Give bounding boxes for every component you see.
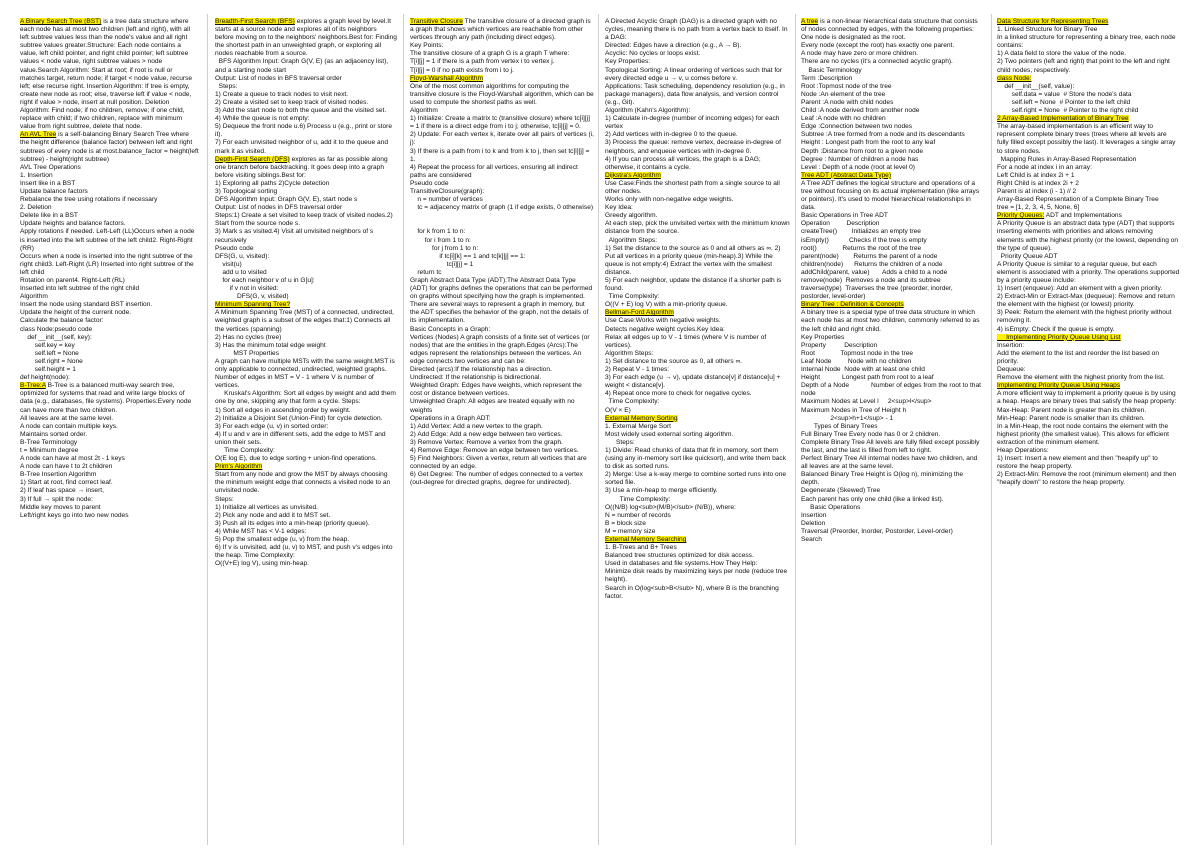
section-text: 1. External Merge Sort Most widely used external sorting algorithm. Steps: 1) Divide: Read chunks of data that fit in memory, sort them (using any in-memory sort like quicksort), and write them back to disk as sorted runs. 2) Merge: Use a k-way merge to combine sorted runs into one sorted file. 3) Use a min-heap to merge efficiently. Time Complexity: O((N/B) log<sub>(M/B)</sub> (N/B)), where: N = number of records B = block size M = memory size	[605, 422, 787, 535]
section-text: def __init__(self, value): self.data = value # Store the node's data self.left = None # Pointer to the left child self.right = None # Pointer to the right child	[1004, 82, 1139, 115]
section-heading: Bellman-Ford Algorithm	[605, 309, 674, 317]
section-prims	[215, 463, 397, 568]
section-text: Use Case:Works with negative weights. Detects negative weight cycles.Key Idea: Relax all edges up to V - 1 times (where V is number of vertices). Algorithm Steps: 1) Set distance to the source as 0, all others ∞. 2) Repeat V - 1 times: 3) For each edge (u → v), update distance[v] if distance[u] + weight < distance[v]. 4) Repeat once more to check for negative cycles. Time Complexity: O(V × E)	[605, 317, 781, 414]
section-tree-representation	[997, 18, 1180, 75]
section-external-searching	[605, 536, 790, 601]
column-closure-floyd-graph-adt	[410, 18, 594, 843]
column-bst-avl-btree	[20, 18, 199, 843]
section-transitive-closure	[410, 18, 594, 75]
section-text: ADT and Implementations A Priority Queue is an abstract data type (ADT) that supports inserting elements with priorities and allows removing elements with the highest priority (or the lowest, depending on the type of queue). Priority Queue ADT A Priority Queue is similar to a regular queue, but each element is associated with a priority. The operations supported by a priority queue include: 1) Insert (enqueue): Add an element with a given priority. 2) Extract-Min or Extract-Max (dequeue): Remove and return the element with the highest (or lowest) priority. 3) Peek: Return the element with the highest priority without removing it. 4) isEmpty: Check if the queue is empty.	[997, 212, 1180, 333]
section-array-binary-tree	[997, 115, 1180, 212]
section-heading: Implementing Priority Queue Using List	[997, 333, 1121, 341]
section-external-sorting	[605, 415, 790, 536]
column-divider	[598, 14, 599, 845]
section-text: explores as far as possible along one branch before backtracking. It goes deep into a graph before visiting siblings.Best for: 1) Exploring all paths 2)Cycle detection 3) Topological sorting DFS Algorithm Input: Graph G(V, E), start node s Output: List of nodes in DFS traversal order Steps:1) Create a set visited to keep track of visited nodes.2) Start from the source node s. 3) Mark s as visited.4) Visit all unvisited neighbors of s recursively Pseudo code DFS(G, u, visited): visit(u) add u to visited for each neighbor v of u in G[u]: if v not in visited: DFS(G, v, visited)	[215, 155, 393, 301]
section-tree	[801, 18, 981, 172]
section-heading: 2 Array-Based Implementation of Binary Tree	[997, 115, 1129, 123]
section-avl-tree	[20, 131, 199, 382]
section-text: Use Case:Finds the shortest path from a single source to all other nodes. Works only with non-negative edge weights. Key Idea: Greedy algorithm. At each step, pick the unvisited vertex with the minimum known distance from the source. Algorithm Steps: 1) Set the distance to the source as 0 and all others as ∞. 2) Put all vertices in a priority queue (min-heap).3) While the queue is not empty:4) Extract the vertex with the smallest distance. 5) For each neighbor, update the distance if a shorter path is found. Time Complexity: O((V + E) log V) with a min-priority queue.	[605, 179, 790, 309]
column-divider	[207, 14, 208, 845]
section-heading: External Memory Sorting	[605, 414, 678, 422]
section-text: The transitive closure of a directed graph is a graph that shows which vertices are reachable from other vertices through any path (including direct edges). Key Points: The transitive closure of a graph G is a graph T where: T[i][j] = 1 if there is a path from vertex i to vertex j. T[i][j] = 0 if no path exists from i to j.	[410, 18, 591, 74]
section-dfs	[215, 156, 397, 302]
section-heading: External Memory Searching	[605, 536, 687, 543]
section-node-class	[997, 75, 1180, 115]
section-text: Insertion: Add the element to the list and reorder the list based on priority. Dequeue: Remove the element with the highest priority from the list.	[997, 341, 1165, 382]
section-text: 1. Linked Structure for Binary Tree In a linked structure for representing a binary tree, each node contains: 1) A data field to store the value of the node. 2) Two pointers (left and right) that point to the left and right child nodes, respectively.	[997, 26, 1176, 74]
section-floyd-warshall	[410, 75, 594, 488]
section-heading: Dijkstra's Algorithm	[605, 171, 661, 179]
section-heading: Priority Queues:	[997, 212, 1045, 220]
section-heading: class Node:	[997, 74, 1032, 82]
column-tree-representation-priority-queues	[997, 18, 1180, 843]
section-b-tree	[20, 382, 199, 520]
section-heading: Floyd-Warshall Algorithm	[410, 74, 484, 82]
section-text: The array-based implementation is an efficient way to represent complete binary trees (trees where all levels are fully filled except possibly the last). It leverages a single array to store nodes. Mapping Rules in Array-Based Representation For a node at index i in an array: Left Child is at index 2i + 1 Right Child is at index 2i + 2 Parent is at index (i - 1) // 2 Array-Based Representation of a Complete Binary Tree tree = [1, 2, 3, 4, 5, None, 6]	[997, 123, 1176, 212]
section-tree-adt	[801, 172, 981, 302]
section-bellman-ford	[605, 309, 790, 414]
section-heading: Binary Tree : Definition & Concepts	[801, 301, 904, 309]
section-heading: Data Structure for Representing Trees	[997, 18, 1109, 25]
section-text: A Tree ADT defines the logical structure and operations of a tree without focusing on its actual implementation (like arrays or pointers). It's used to model hierarchical relationships in data. Basic Operations in Tree ADT Operation Description createTree() Initializes an empty tree isEmpty() Checks if the tree is empty root() Returns the root of the tree parent(node) Returns the parent of a node children(node) Returns the children of a node addChild(parent, value) Adds a child to a node remove(node) Removes a node and its subtree traverse(type) Traverses the tree (preorder, inorder, postorder, level-order)	[801, 179, 980, 301]
column-trees	[801, 18, 981, 843]
section-dijkstra	[605, 172, 790, 310]
column-dag-shortest-paths-external	[605, 18, 790, 843]
section-text: 1. B-Trees and B+ Trees Balanced tree structures optimized for disk access. Used in databases and file systems.How They Help: Minimize disk reads by maximizing keys per node (reduce tree height). Search in O(log<sub>B</sub> N), where B is the branching factor.	[605, 544, 788, 600]
section-heading: A Binary Search Tree (BST)	[20, 18, 102, 25]
section-heading: Transitive Closure	[410, 18, 463, 25]
section-mst	[215, 301, 397, 463]
section-heading: Minimum Spanning Tree?	[215, 301, 291, 309]
section-text: A Minimum Spanning Tree (MST) of a connected, undirected, weighted graph is a subset of the edges that:1) Connects all the vertices (spanning) 2) Has no cycles (tree) 3) Has the minimum total edge weight MST Properties A graph can have multiple MSTs with the same weight.MST is only applicable to connected, undirected, weighted graphs. Number of edges in MST = V - 1 where V is number of vertices. Kruskal's Algorithm: Sort all edges by weight and add them one by one, skipping any that form a cycle. Steps: 1) Sort all edges in ascending order by weight. 2) Initialize a Disjoint Set (Union-Find) for cycle detection. 3) For each edge (u, v) in sorted order: 4) If u and v are in different sets, add the edge to MST and union their sets. Time Complexity: O(E log E), due to edge sorting + union-find operations.	[215, 309, 396, 463]
section-heading: Implementing Priority Queue Using Heaps	[997, 382, 1121, 390]
section-heading: Depth-First Search (DFS)	[215, 155, 290, 163]
section-heading: Prim's Algorithm	[215, 463, 263, 471]
section-text: Start from any node and grow the MST by always choosing the minimum weight edge that connects a visited node to an unvisited node. Steps: 1) Initialize all vertices as unvisited. 2) Pick any node and add it to MST set. 3) Push all its edges into a min-heap (priority queue). 4) While MST has < V-1 edges: 5) Pop the smallest edge (u, v) from the heap. 6) If v is unvisited, add (u, v) to MST, and push v's edges into the heap. Time Complexity: O((V+E) log V), using min-heap.	[215, 471, 393, 568]
column-bfs-dfs-mst	[215, 18, 397, 843]
column-divider	[795, 14, 796, 845]
column-divider	[403, 14, 404, 845]
section-bfs	[215, 18, 397, 156]
section-priority-queues	[997, 212, 1180, 333]
section-heading: A tree	[801, 18, 819, 25]
section-dag	[605, 18, 790, 172]
section-heading: Breadth-First Search (BFS)	[215, 18, 295, 25]
section-heading: Tree ADT (Abstract Data Type)	[801, 171, 892, 179]
column-divider	[991, 14, 992, 845]
section-bst	[20, 18, 199, 131]
section-pq-list	[997, 334, 1180, 383]
section-text: is a self-balancing Binary Search Tree where the height difference (balance factor) between left and right subtrees of every node is at most.balance_factor = height(left subtree) - height(right subtree) AVL Tree Operations 1. Insertion Insert like in a BST Update balance factors Rebalance the tree using rotations if necessary 2. Deletion Delete like in a BST Update heights and balance factors. Apply rotations if needed. Left-Left (LL)Occurs when a node is inserted into the left subtree of the left child2. Right-Right (RR) Occurs when a node is inserted into the right subtree of the right child3. Left-Right (LR) Inserted into right subtree of the left child Rotation on parent4. Right-Left (RL) Inserted into left subtree of the right child Algorithm Insert the node using standard BST insertion. Update the height of the current node. Calculate the balance factor: class Node:pseudo code def __init__(self, key): self.key = key self.left = None self.right = None self.height = 1 def height(node):	[20, 131, 199, 382]
section-heading: B-Tree:A	[20, 382, 46, 390]
section-text: A binary tree is a special type of tree data structure in which each node has at most two children, commonly referred to as the left child and right child. Key Properties Property Description Root Topmost node in the tree Leaf Node Node with no children Internal Node Node with at least one child Height Longest path from root to a leaf Depth of a Node Number of edges from the root to that node Maximum Nodes at Level l 2<sup>l</sup> Maximum Nodes in Tree of Height h 2<sup>h+1</sup> - 1 Types of Binary Trees Full Binary Tree Every node has 0 or 2 children. Complete Binary Tree All levels are fully filled except possibly the last, and the last is filled from left to right. Perfect Binary Tree All internal nodes have two children, and all leaves are at the same level. Balanced Binary Tree Height is O(log n), minimizing the depth. Degenerate (Skewed) Tree Each parent has only one child (like a linked list). Basic Operations Insertion Deletion Traversal (Preorder, Inorder, Postorder, Level-order) Search	[801, 309, 981, 543]
section-pq-heaps	[997, 382, 1180, 487]
section-text: explores a graph level by level.It starts at a source node and explores all of its neighbors before moving on to the neighbors' neighbors.Best for: Finding the shortest path in an unweighted graph, or exploring all nodes reachable from a source. BFS Algorithm Input: Graph G(V, E) (as an adjacency list), and a starting node start Output: List of nodes in BFS traversal order Steps: 1) Create a queue to track nodes to visit next. 2) Create a visited set to keep track of visited nodes. 3) Add the start node to both the queue and the visited set. 4) While the queue is not empty: 5) Dequeue the front node u.6) Process u (e.g., print or store it). 7) For each unvisited neighbor of u, add it to the queue and mark it as visited.	[215, 18, 397, 155]
section-text: B-Tree is a balanced multi-way search tree, optimized for systems that read and write large blocks of data (e.g., databases, file systems). Properties:Every node can have more than two children. All leaves are at the same level. A node can contain multiple keys. Maintains sorted order. B-Tree Terminology t = Minimum degree A node can have at most 2t - 1 keys A node can have t to 2t children B-Tree Insertion Algorithm 1) Start at root, find correct leaf. 2) If leaf has space → insert, 3) If full → split the node: Middle key moves to parent Left/right keys go into two new nodes	[20, 382, 192, 519]
section-text: One of the most common algorithms for computing the transitive closure is the Floyd-Warshall algorithm, which can be used to compute the shortest paths as well. Algorithm 1) Initialize: Create a matrix tc (transitive closure) where tc[i][j] = 1 if there is a direct edge from i to j; otherwise, tc[i][j] = 0. 2) Update: For each vertex k, iterate over all pairs of vertices (i, j): 3) If there is a path from i to k and from k to j, then set tc[i][j] = 1. 4) Repeat the process for all vertices, ensuring all indirect paths are considered Pseudo code TransitiveClosure(graph): n = number of vertices tc = adjacency matrix of graph (1 if edge exists, 0 otherwise) for k from 1 to n: for i from 1 to n: for j from 1 to n: if tc[i][k] == 1 and tc[k][j] == 1: tc[i][j] = 1 return tc Graph Abstract Data Type (ADT):The Abstract Data Type (ADT) for graphs defines the operations that can be performed on graphs without specifying how the graph is implemented. There are several ways to represent a graph in memory, but the ADT specifies the behavior of the graph, not the details of its implementation. Basic Concepts in a Graph: Vertices (Nodes) A graph consists of a finite set of vertices (or nodes) that are the entities in the graph.Edges (Arcs):The edges represent the relationships between the vertices. An edge connects two vertices and can be: Directed (arcs):If the relationship has a direction. Undirected: If the relationship is bidirectional. Weighted Graph: Edges have weights, which represent the cost or distance between vertices. Unweighted Graph: All edges are treated equally with no weights Operations in a Graph ADT: 1) Add Vertex: Add a new vertex to the graph. 2) Add Edge: Add a new edge between two vertices. 3) Remove Vertex: Remove a vertex from the graph. 4) Remove Edge: Remove an edge between two vertices. 5) Find Neighbors: Given a vertex, return all vertices that are connected by an edge. 6) Get Degree: The number of edges connected to a vertex (out-degree for directed graphs, degree for undirected).	[410, 82, 594, 487]
section-text: is a non-linear hierarchical data structure that consists of nodes connected by edges, with the following properties: One node is designated as the root. Every node (except the root) has exactly one parent. A node may have zero or more children. There are no cycles (it's a connected acyclic graph). Basic Terminology Term :Description Root :Topmost node of the tree Node :An element of the tree Parent :A node with child nodes Child :A node derived from another node Leaf :A node with no children Edge :Connection between two nodes Subtree :A tree formed from a node and its descendants Height : Longest path from the root to any leaf Depth :Distance from root to a given node Degree : Number of children a node has Level : Depth of a node (root at level 0)	[801, 18, 978, 171]
section-binary-tree	[801, 301, 981, 544]
section-text: A Directed Acyclic Graph (DAG) is a directed graph with no cycles, meaning there is no path from a vertex back to itself. In a DAG: Directed: Edges have a direction (e.g., A → B). Acyclic: No cycles or loops exist. Key Properties: Topological Sorting: A linear ordering of vertices such that for every directed edge u → v, u comes before v. Applications: Task scheduling, dependency resolution (e.g., in package managers), data flow analysis, and version control (e.g., Git). Algorithm (Kahn's Algorithm): 1) Calculate in-degree (number of incoming edges) for each vertex 2) Add vertices with in-degree 0 to the queue. 3) Process the queue: remove vertex, decrease in-degree of neighbors, and enqueue vertices with in-degree 0. 4) If you can process all vertices, the graph is a DAG; otherwise, it contains a cycle.	[605, 18, 788, 171]
section-text: A more efficient way to implement a priority queue is by using a heap. Heaps are binary trees that satisfy the heap property: Max-Heap: Parent node is greater than its children. Min-Heap: Parent node is smaller than its children. In a Min-Heap, the root node contains the element with the highest priority (the smallest value). This allows for efficient extraction of the minimum element. Heap Operations: 1) Insert: Insert a new element and then "heapify up" to restore the heap property. 2) Extract-Min: Remove the root (minimum element) and then "heapify down" to restore the heap property.	[997, 390, 1177, 487]
section-text: is a tree data structure where each node has at most two children (left and right), with all left subtree values less than the node's value and all right subtree values greater.Structure: Each node contains a value, left child pointer, and right child pointer; left subtree values < node value, right subtree values > node value.Search Algorithm: Start at root; if root is null or matches target, return node; if target < node value, recurse left; else recurse right. Insertion Algorithm: If tree is empty, create new node as root; else, traverse left if value < node, right if value > node, insert at null position. Deletion Algorithm: Find node; if no children, remove; if one child, replace with child; if two children, replace with minimum value from right subtree, delete that node.	[20, 18, 194, 131]
section-heading: An AVL Tree	[20, 131, 57, 139]
